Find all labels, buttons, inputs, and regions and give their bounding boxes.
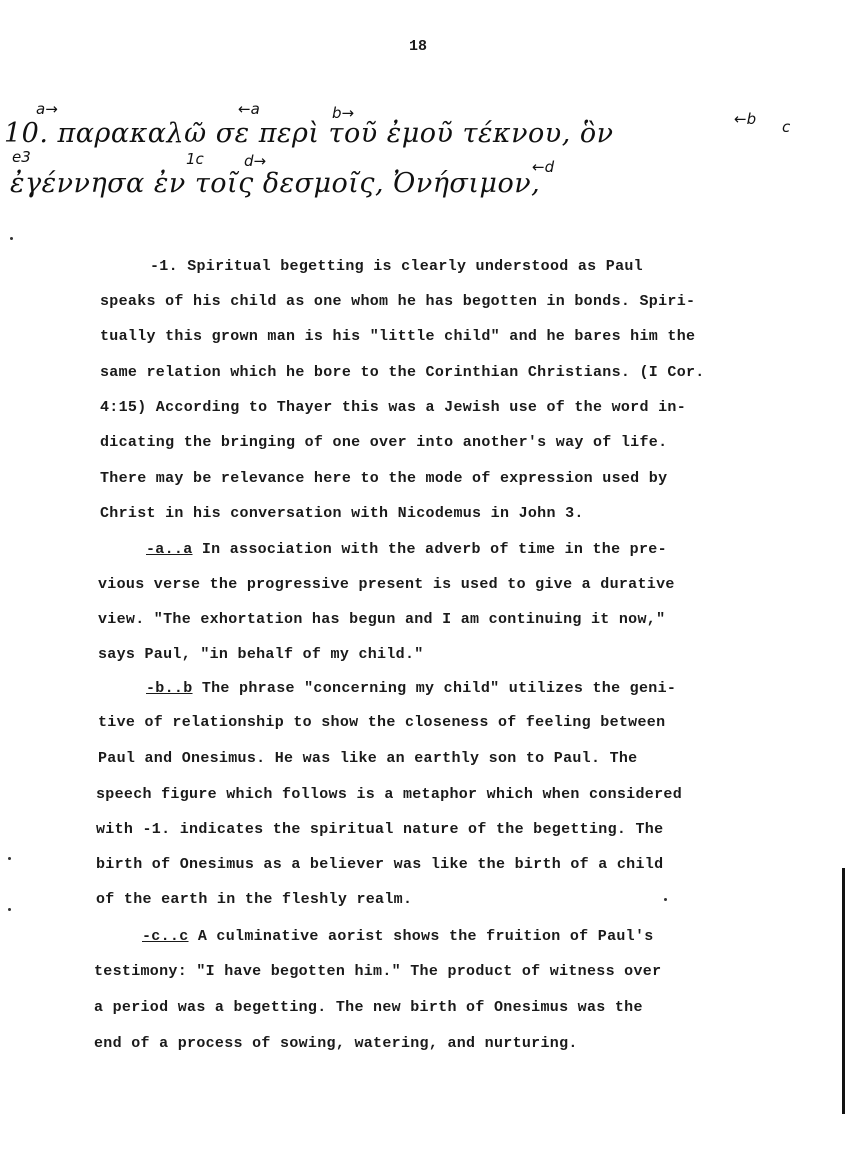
- greek-mark-b-right: b→: [332, 104, 355, 122]
- paragraph-a-label: -a..a: [146, 541, 193, 558]
- greek-verse-line-2: ἐγέννησα ἐν τοῖς δεσμοῖς, Ὀνήσιμον,: [10, 168, 541, 199]
- paragraph-1-line-2: speaks of his child as one whom he has begotten in bonds. Spiri-: [100, 293, 696, 310]
- greek-mark-e3: e3: [12, 148, 31, 166]
- paragraph-1-line-7: There may be relevance here to the mode of expression used by: [100, 470, 668, 487]
- paragraph-1-line-5: 4:15) According to Thayer this was a Jewish use of the word in-: [100, 399, 686, 416]
- scan-speck: [10, 237, 13, 240]
- scan-speck: [8, 908, 11, 911]
- scan-edge-line: [842, 868, 845, 1114]
- greek-mark-d-right: d→: [244, 152, 267, 170]
- paragraph-1-line-8: Christ in his conversation with Nicodemus in John 3.: [100, 505, 584, 522]
- paragraph-1-line-1: -1. Spiritual begetting is clearly understood as Paul: [150, 258, 643, 275]
- greek-mark-1c: 1c: [186, 150, 204, 168]
- paragraph-a-line-3: view. "The exhortation has begun and I am continuing it now,": [98, 611, 666, 628]
- greek-verse-line-1: 10. παρακαλῶ σε περὶ τοῦ ἐμοῦ τέκνου, ὃν: [4, 118, 614, 149]
- paragraph-b-line-3: Paul and Onesimus. He was like an earthly son to Paul. The: [98, 750, 638, 767]
- paragraph-b-label: -b..b: [146, 680, 193, 697]
- paragraph-b-line-7: of the earth in the fleshly realm.: [96, 891, 413, 908]
- paragraph-b-line-6: birth of Onesimus as a believer was like the birth of a child: [96, 856, 664, 873]
- greek-mark-c: c: [782, 118, 791, 136]
- paragraph-c-label: -c..c: [142, 928, 189, 945]
- paragraph-b-line-1-text: The phrase "concerning my child" utilizes the geni-: [192, 680, 677, 697]
- greek-mark-b-left: ←b: [734, 110, 757, 128]
- greek-mark-a-left: ←a: [238, 100, 260, 118]
- scan-speck: [8, 857, 11, 860]
- paragraph-c-line-2: testimony: "I have begotten him." The product of witness over: [94, 963, 662, 980]
- paragraph-b-line-1: [146, 680, 676, 697]
- paragraph-a-line-1: [146, 541, 667, 558]
- paragraph-1-line-6: dicating the bringing of one over into another's way of life.: [100, 434, 668, 451]
- paragraph-b-line-5: with -1. indicates the spiritual nature of the begetting. The: [96, 821, 664, 838]
- greek-mark-a-right: a→: [36, 100, 58, 118]
- paragraph-b-line-4: speech figure which follows is a metaphor which when considered: [96, 786, 682, 803]
- page-number: 18: [408, 38, 427, 55]
- paragraph-c-line-1: [142, 928, 654, 945]
- paragraph-1-line-3: tually this grown man is his "little child" and he bares him the: [100, 328, 696, 345]
- paragraph-c-line-1-text: A culminative aorist shows the fruition of Paul's: [188, 928, 654, 945]
- paragraph-1-line-4: same relation which he bore to the Corinthian Christians. (I Cor.: [100, 364, 705, 381]
- paragraph-c-line-3: a period was a begetting. The new birth of Onesimus was the: [94, 999, 643, 1016]
- scan-speck: [664, 898, 667, 901]
- paragraph-b-line-2: tive of relationship to show the closeness of feeling between: [98, 714, 666, 731]
- paragraph-a-line-1-text: In association with the adverb of time in the pre-: [192, 541, 667, 558]
- paragraph-c-line-4: end of a process of sowing, watering, and nurturing.: [94, 1035, 578, 1052]
- paragraph-a-line-4: says Paul, "in behalf of my child.": [98, 646, 424, 663]
- greek-mark-d-left: ←d: [532, 158, 555, 176]
- paragraph-a-line-2: vious verse the progressive present is used to give a durative: [98, 576, 675, 593]
